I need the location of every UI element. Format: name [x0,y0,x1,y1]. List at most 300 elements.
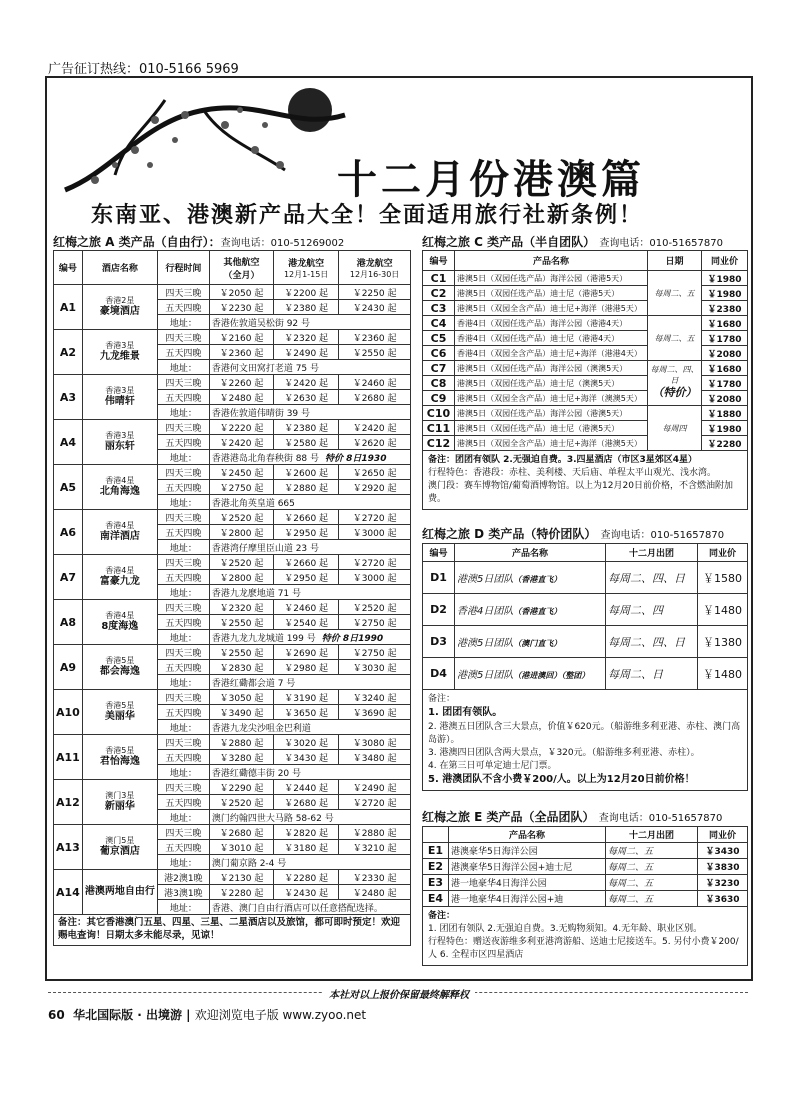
hotel-name: 君怡海逸 [99,755,140,767]
price-cell: ￥2320 起 [274,330,339,345]
table-row [423,859,748,875]
hotel-address: 香港红磡都会道 7 号 [211,678,296,689]
price-cell: ￥1880 [702,406,748,421]
address-label: 地址： [157,360,209,375]
duration: 五天四晚 [157,570,209,585]
section-d-title: 红梅之旅 D 类产品（特价团队） 查询电话：010-51657870 [422,527,725,541]
table-row [423,626,748,658]
price-cell: ￥2550 起 [209,645,273,660]
section-e-panel [422,808,748,978]
price-cell: ￥2630 起 [274,390,339,405]
address-cell [209,405,410,420]
duration: 四天三晚 [157,330,209,345]
price-cell: ￥2430 起 [274,885,339,900]
address-cell [209,810,410,825]
row-code: C4 [423,316,455,331]
hotel-stars: 香港2星 [105,296,135,306]
table-row [54,870,411,885]
price-cell: ￥1680 [702,361,748,376]
duration: 四天三晚 [157,420,209,435]
table-row [54,645,411,660]
price-cell: ￥2460 起 [339,375,411,390]
price-cell: ￥2290 起 [209,780,273,795]
duration: 四天三晚 [157,375,209,390]
date-cell: 每周二、四、日 [606,626,698,658]
address-cell [209,450,410,465]
price-cell: ￥2660 起 [274,510,339,525]
hotel-cell [82,420,157,465]
table-row [54,780,411,795]
section-a-panel [53,234,411,970]
price-cell: ￥2750 起 [339,645,411,660]
col-gl2: 港龙航空 12月16-30日 [339,251,411,285]
row-code: D2 [423,594,455,626]
duration: 五天四晚 [157,615,209,630]
d-col-code: 编号 [423,544,455,562]
product-name: 港澳豪华5日海洋公园 [449,843,606,859]
hotel-cell [82,870,157,915]
date-cell: 每周二、五 [606,875,698,891]
price-cell: ￥3430 起 [274,750,339,765]
page-number: 60 [48,1008,65,1022]
product-cell [455,626,606,658]
price-cell: ￥2490 起 [339,780,411,795]
price-cell: ￥3630 [698,891,748,907]
row-code: A6 [54,510,83,555]
hotel-stars: 香港3星 [105,386,135,396]
product-name: 港澳5日团队 [457,638,514,649]
row-code: E1 [423,843,449,859]
table-row [423,594,748,626]
e-col-date: 十二月出团 [606,827,698,843]
duration: 五天四晚 [157,705,209,720]
price-cell: ￥2620 起 [339,435,411,450]
price-cell: ￥2680 起 [209,825,273,840]
c-col-name: 产品名称 [455,251,648,271]
product-name: 港澳5日团队 [457,670,514,681]
product-tag: （香港直飞） [513,575,562,584]
hotel-cell [82,735,157,780]
product-cell [455,658,606,690]
product-name: 港澳5日（双园任选产品）迪士尼（港澳5天） [455,421,648,436]
table-row [54,420,411,435]
hotel-name: 8度海逸 [101,620,139,632]
address-label: 地址： [157,855,209,870]
hotel-address: 香港何文田窝打老道 75 号 [211,363,320,374]
hotel-address: 香港湾仔摩里臣山道 23 号 [211,543,320,554]
product-name: 港澳5日（双园任选产品）迪士尼（澳澳5天） [455,376,648,391]
duration: 四天三晚 [157,285,209,300]
product-name: 港澳豪华5日海洋公园+迪士尼 [449,859,606,875]
price-cell: ￥2360 起 [209,345,273,360]
hotel-name: 葡京酒店 [99,845,140,857]
duration: 四天三晚 [157,690,209,705]
price-cell: ￥2080 [702,391,748,406]
row-code: C7 [423,361,455,376]
duration: 四天三晚 [157,645,209,660]
duration: 五天四晚 [157,345,209,360]
table-row [54,285,411,300]
product-name: 港澳5日（双园任选产品）海洋公园（港澳5天） [455,406,648,421]
hotel-stars: 香港4星 [105,521,135,531]
address-cell [209,720,410,735]
hotel-name: 南洋酒店 [99,530,140,542]
address-label: 地址： [157,585,209,600]
price-cell: ￥2440 起 [274,780,339,795]
price-cell: ￥2250 起 [339,285,411,300]
product-tag: （香港直飞） [513,607,562,616]
duration: 五天四晚 [157,660,209,675]
row-code: C12 [423,436,455,451]
price-cell: ￥2750 起 [209,480,273,495]
hotel-name: 富豪九龙 [99,575,140,587]
price-cell: ￥3180 起 [274,840,339,855]
row-code: D4 [423,658,455,690]
duration: 五天四晚 [157,435,209,450]
product-name: 港澳5日（双园任选产品）海洋公园（澳澳5天） [455,361,648,376]
price-cell: ￥2680 起 [274,795,339,810]
price-cell: ￥3190 起 [274,690,339,705]
date-cell: 每周二、五 [648,271,702,316]
price-cell: ￥2550 起 [339,345,411,360]
row-code: A9 [54,645,83,690]
table-row [54,555,411,570]
section-a-table [53,250,411,915]
address-cell [209,765,410,780]
date-cell: 每周二、五 [606,891,698,907]
hotel-stars: 香港4星 [105,566,135,576]
price-cell: ￥3650 起 [274,705,339,720]
row-code: D1 [423,562,455,594]
row-code: A4 [54,420,83,465]
duration: 四天三晚 [157,780,209,795]
hotel-stars: 香港3星 [105,341,135,351]
product-name: 港澳5日（双园全含产品）迪士尼+海洋（港港5天） [455,301,648,316]
address-label: 地址： [157,810,209,825]
hotel-name: 伟晴轩 [104,395,135,407]
address-cell [209,630,410,645]
table-row [423,891,748,907]
price-cell: ￥3050 起 [209,690,273,705]
product-tag: （澳门直飞） [513,639,562,648]
price-cell: ￥2950 起 [274,525,339,540]
price-cell: ￥3830 [698,859,748,875]
e-col-code [423,827,449,843]
header [47,78,751,228]
section-c-note: 备注：团团有领队 2.无强迫自费。3.四星酒店（市区3星郊区4星） 行程特色：香港段：赤柱、美利楼、天后庙、单程太平山观光、浅水湾。 澳门段：赛车博物馆/葡萄酒博物馆。以上为12月20日前价格，不含燃油附加费。 [422,451,748,510]
section-c-title: 红梅之旅 C 类产品（半自团队） 查询电话：010-51657870 [422,235,723,249]
table-row [423,875,748,891]
price-cell: ￥2800 起 [209,525,273,540]
price-cell: ￥3210 起 [339,840,411,855]
hotel-stars: 香港4星 [105,611,135,621]
address-label: 地址： [157,405,209,420]
duration: 四天三晚 [157,510,209,525]
hotel-cell [82,600,157,645]
price-cell: ￥2330 起 [339,870,411,885]
hotel-name: 九龙维景 [99,350,140,362]
product-tag: （港进澳回）（整团） [513,671,590,680]
section-a-note: 备注：其它香港澳门五星、四星、三星、二星酒店以及旅馆，都可即时预定！欢迎赐电查询！日期太多未能尽录，见谅！ [53,915,411,946]
price-cell: ￥3000 起 [339,570,411,585]
plum-branch-image [55,80,355,210]
address-label: 地址： [157,450,209,465]
price-cell: ￥2050 起 [209,285,273,300]
date-cell [648,361,702,406]
table-row [54,510,411,525]
section-a-title: 红梅之旅 A 类产品（自由行）：查询电话：010-51269002 [53,235,345,249]
price-cell: ￥2520 起 [209,795,273,810]
price-cell: ￥3230 [698,875,748,891]
address-label: 地址： [157,720,209,735]
price-cell: ￥2650 起 [339,465,411,480]
price-cell: ￥2280 起 [209,885,273,900]
price-cell: ￥2980 起 [274,660,339,675]
price-cell: ￥1480 [698,594,748,626]
price-cell: ￥1980 [702,286,748,301]
row-code: A2 [54,330,83,375]
price-cell: ￥3280 起 [209,750,273,765]
special-price: 特价 8日1990 [321,633,384,644]
row-code: A10 [54,690,83,735]
table-row [54,600,411,615]
price-cell: ￥2830 起 [209,660,273,675]
hotel-stars: 香港5星 [105,746,135,756]
price-cell: ￥2450 起 [209,465,273,480]
hotel-cell [82,690,157,735]
row-code: A1 [54,285,83,330]
price-cell: ￥1780 [702,376,748,391]
section-d-panel [422,525,748,797]
row-code: A14 [54,870,83,915]
price-cell: ￥1680 [702,316,748,331]
price-cell: ￥1480 [698,658,748,690]
table-row [423,658,748,690]
price-cell: ￥2880 起 [209,735,273,750]
hotel-cell [82,285,157,330]
address-cell [209,495,410,510]
hotel-address: 香港佐敦道吴松街 92 号 [211,318,311,329]
section-d-table [422,543,748,690]
publication: 华北国际版 · 出境游 [73,1008,182,1022]
row-code: E3 [423,875,449,891]
hotel-address: 香港、澳门自由行酒店可以任意搭配选择。 [211,903,383,914]
c-col-price: 同业价 [702,251,748,271]
hotel-address: 澳门约翰四世大马路 58-62 号 [211,813,334,824]
price-cell: ￥3010 起 [209,840,273,855]
price-cell: ￥3430 [698,843,748,859]
row-code: A12 [54,780,83,825]
price-cell: ￥2520 起 [339,600,411,615]
table-row [54,465,411,480]
price-cell: ￥1380 [698,626,748,658]
date-cell: 每周二、五 [606,843,698,859]
d-col-date: 十二月出团 [606,544,698,562]
hotel-name: 北角海逸 [99,485,140,497]
price-cell: ￥2320 起 [209,600,273,615]
date-cell: 每周二、四 [606,594,698,626]
price-cell: ￥3030 起 [339,660,411,675]
hotel-name: 豪境酒店 [99,305,140,317]
price-cell: ￥3480 起 [339,750,411,765]
price-cell: ￥2480 起 [209,390,273,405]
d-col-name: 产品名称 [455,544,606,562]
row-code: C9 [423,391,455,406]
table-row [54,690,411,705]
duration: 五天四晚 [157,300,209,315]
section-c-table [422,250,748,451]
hotel-cell [82,510,157,555]
note-line: 4. 在第三日可单定迪士尼门票。 [428,760,557,771]
row-code: C2 [423,286,455,301]
duration: 四天三晚 [157,465,209,480]
product-name: 港澳5日（双园任选产品）迪士尼（港港5天） [455,286,648,301]
row-code: A8 [54,600,83,645]
hotel-name: 美丽华 [104,710,135,722]
duration: 四天三晚 [157,600,209,615]
price-cell: ￥2750 起 [339,615,411,630]
price-cell: ￥2420 起 [274,375,339,390]
price-cell: ￥2550 起 [209,615,273,630]
price-cell: ￥2160 起 [209,330,273,345]
section-d-notes [422,690,748,791]
price-cell: ￥3490 起 [209,705,273,720]
price-cell: ￥2800 起 [209,570,273,585]
duration: 五天四晚 [157,750,209,765]
product-name: 港澳5日（双园全含产品）迪士尼+海洋（港澳5天） [455,436,648,451]
hotel-stars: 澳门3星 [105,791,135,801]
price-cell: ￥2420 起 [209,435,273,450]
note-line: 2. 港澳五日团队含三大景点，价值￥620元。（船游维多利亚港、赤柱、澳门高岛游）。 [428,721,741,745]
hotel-address: 香港佐敦道伟晴街 39 号 [211,408,311,419]
address-cell [209,855,410,870]
duration: 港3澳1晚 [157,885,209,900]
price-cell: ￥3020 起 [274,735,339,750]
price-cell: ￥2130 起 [209,870,273,885]
duration: 四天三晚 [157,825,209,840]
table-row [54,825,411,840]
d-col-price: 同业价 [698,544,748,562]
product-name: 香港4日（双园任选产品）迪士尼（港港4天） [455,331,648,346]
product-name: 港一地豪华4日海洋公园 [449,875,606,891]
table-row [423,271,748,286]
row-code: A7 [54,555,83,600]
page-footer: 60 华北国际版 · 出境游 | 欢迎浏览电子版 www.zyoo.net [48,1008,367,1022]
duration: 五天四晚 [157,480,209,495]
hotel-name: 港澳两地自由行 [84,886,155,897]
price-cell: ￥2520 起 [209,555,273,570]
price-cell: ￥2820 起 [274,825,339,840]
price-cell: ￥2460 起 [274,600,339,615]
product-name: 港一地豪华4日海洋公园+迪 [449,891,606,907]
hotel-address: 香港九龙九龙城道 199 号 [211,633,316,644]
price-cell: ￥2430 起 [339,300,411,315]
hotel-cell [82,825,157,870]
price-cell: ￥2880 起 [274,480,339,495]
price-cell: ￥2720 起 [339,510,411,525]
date-cell: 每周二、五 [648,316,702,361]
price-cell: ￥3000 起 [339,525,411,540]
table-row [423,843,748,859]
hotel-name: 都会海逸 [99,665,140,677]
row-code: A5 [54,465,83,510]
address-label: 地址： [157,540,209,555]
price-cell: ￥1780 [702,331,748,346]
price-cell: ￥2950 起 [274,570,339,585]
price-cell: ￥2660 起 [274,555,339,570]
price-cell: ￥2260 起 [209,375,273,390]
price-cell: ￥2420 起 [339,420,411,435]
row-code: A11 [54,735,83,780]
disclaimer: 本社对以上报价保留最终解释权 [45,986,753,1001]
main-frame [45,76,753,981]
e-col-price: 同业价 [698,827,748,843]
price-cell: ￥2380 起 [274,420,339,435]
col-hotel: 酒店名称 [82,251,157,285]
hotel-address: 香港港岛北角春秧街 88 号 [211,453,320,464]
product-cell [455,562,606,594]
hotel-address: 澳门葡京路 2-4 号 [211,858,287,869]
e-col-name: 产品名称 [449,827,606,843]
hotel-stars: 香港4星 [105,476,135,486]
price-cell: ￥2220 起 [209,420,273,435]
address-cell [209,675,410,690]
date-cell: 每周二、四、日 [606,562,698,594]
row-code: E2 [423,859,449,875]
hotel-cell [82,780,157,825]
hotel-cell [82,375,157,420]
table-row [423,406,748,421]
price-cell: ￥2580 起 [274,435,339,450]
hotel-address: 香港九龙尖沙咀金巴利道 [211,723,311,734]
note-line: 3. 港澳四日团队含两大景点，￥320元。（船游维多利亚港、赤柱）。 [428,747,700,758]
address-cell [209,315,410,330]
hotel-address: 香港北角英皇道 665 [211,498,295,509]
table-row [54,330,411,345]
row-code: C6 [423,346,455,361]
ad-hotline: 广告征订热线：010-5166 5969 [48,62,239,77]
hotel-stars: 香港5星 [105,656,135,666]
hotel-cell [82,465,157,510]
price-cell: ￥3690 起 [339,705,411,720]
note-line: 5. 港澳团队不含小费￥200/人。以上为12月20日前价格！ [428,773,695,785]
hotel-cell [82,645,157,690]
row-code: A3 [54,375,83,420]
price-cell: ￥2720 起 [339,555,411,570]
price-cell: ￥2880 起 [339,825,411,840]
c-col-date: 日期 [648,251,702,271]
row-code: C10 [423,406,455,421]
address-label: 地址： [157,765,209,780]
product-name: 港澳5日（双园全含产品）迪士尼+海洋（澳澳5天） [455,391,648,406]
row-code: C3 [423,301,455,316]
row-code: C8 [423,376,455,391]
col-code: 编号 [54,251,83,285]
hotel-stars: 澳门5星 [105,836,135,846]
row-code: C5 [423,331,455,346]
duration: 四天三晚 [157,555,209,570]
price-cell: ￥2280 [702,436,748,451]
price-cell: ￥2080 [702,346,748,361]
duration: 五天四晚 [157,795,209,810]
product-name: 港澳5日（双园任选产品）海洋公园（港港5天） [455,271,648,286]
price-cell: ￥3240 起 [339,690,411,705]
address-label: 地址： [157,630,209,645]
address-cell [209,540,410,555]
table-row [423,562,748,594]
price-cell: ￥3080 起 [339,735,411,750]
duration: 四天三晚 [157,735,209,750]
